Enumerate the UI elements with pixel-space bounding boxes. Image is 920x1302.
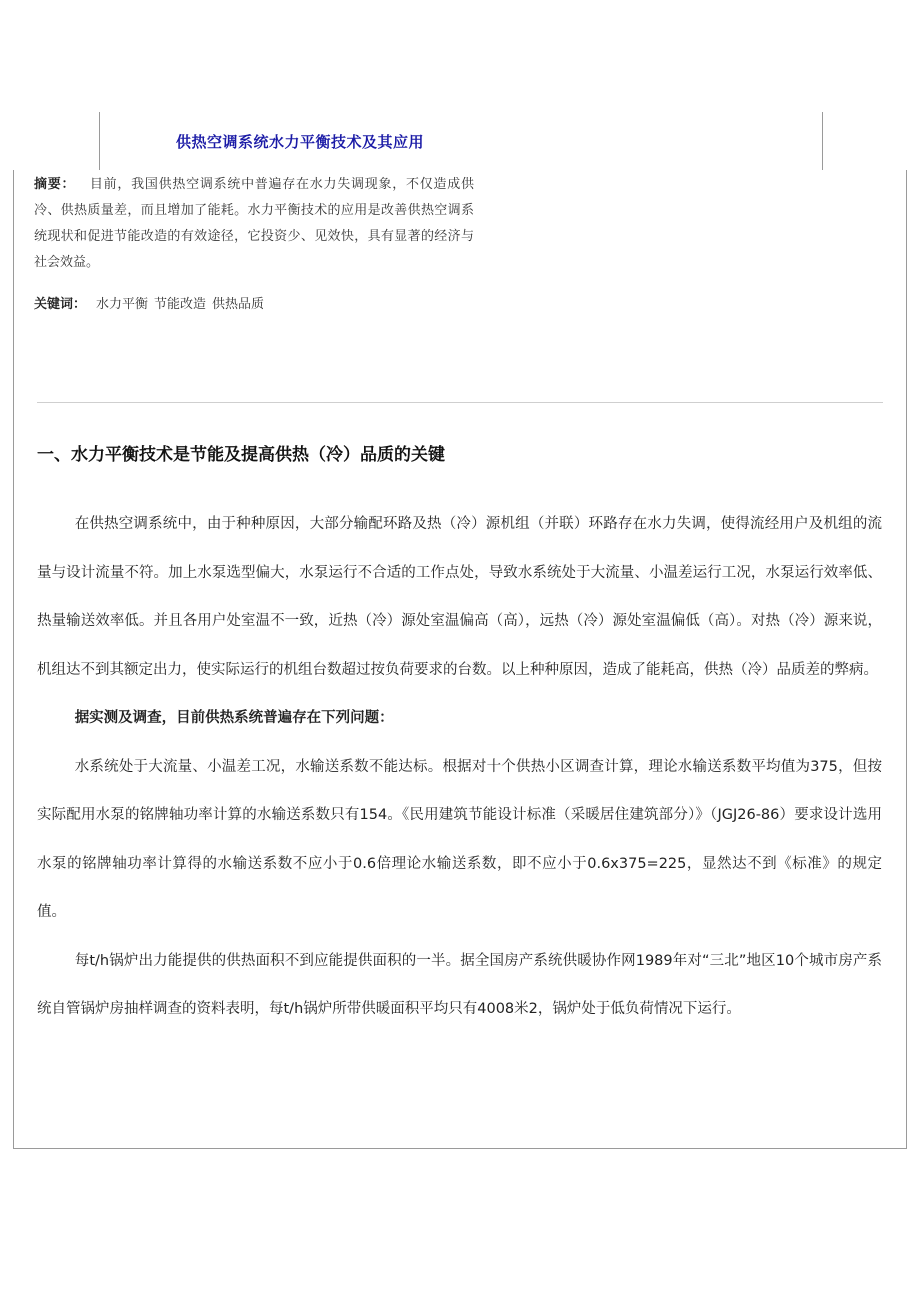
body-paragraph: 水系统处于大流量、小温差工况，水输送系数不能达标。根据对十个供热小区调查计算，理论水输送系数平均值为375，但按实际配用水泵的铭牌轴功率计算的水输送系数只有154。《民用建筑节能设计标准（采暖居住建筑部分）》（JGJ26-86）要求设计选用水泵的铭牌轴功率计算得的水输送系数不应小于0.6倍理论水输送系数，即不应小于0.6x375=225，显然达不到《标准》的规定值。: [37, 758, 882, 920]
abstract-label: 摘要：: [34, 177, 76, 192]
section-heading: 一、水力平衡技术是节能及提高供热（冷）品质的关键: [37, 445, 445, 465]
keyword: 供热品质: [212, 297, 265, 312]
body-paragraph-emphasis: 据实测及调查，目前供热系统普遍存在下列问题：: [74, 710, 394, 726]
abstract-block: [34, 172, 474, 276]
keyword: 水力平衡: [96, 297, 149, 312]
article-title: 供热空调系统水力平衡技术及其应用: [176, 133, 425, 151]
article-body: [37, 500, 882, 1034]
section-divider: [37, 402, 883, 403]
keyword: 节能改造: [154, 297, 207, 312]
keywords-label: 关键词：: [34, 297, 87, 312]
body-paragraph: 每t/h锅炉出力能提供的供热面积不到应能提供面积的一半。据全国房产系统供暖协作网1989年对“三北”地区10个城市房产系统自管锅炉房抽样调查的资料表明，每t/h锅炉所带供暖面积平均只有4008米2，锅炉处于低负荷情况下运行。: [37, 952, 882, 1017]
body-paragraph: 在供热空调系统中，由于种种原因，大部分输配环路及热（冷）源机组（并联）环路存在水力失调，使得流经用户及机组的流量与设计流量不符。加上水泵选型偏大，水泵运行不合适的工作点处，导致水系统处于大流量、小温差运行工况，水泵运行效率低、热量输送效率低。并且各用户处室温不一致，近热（冷）源处室温偏高（高），远热（冷）源处室温偏低（高）。对热（冷）源来说，机组达不到其额定出力，使实际运行的机组台数超过按负荷要求的台数。以上种种原因，造成了能耗高，供热（冷）品质差的弊病。: [37, 516, 882, 678]
abstract-text: 目前，我国供热空调系统中普遍存在水力失调现象，不仅造成供冷、供热质量差，而且增加了能耗。水力平衡技术的应用是改善供热空调系统现状和促进节能改造的有效途径，它投资少、见效快，具有显著的经济与社会效益。: [34, 177, 474, 270]
keywords-block: [34, 292, 270, 318]
